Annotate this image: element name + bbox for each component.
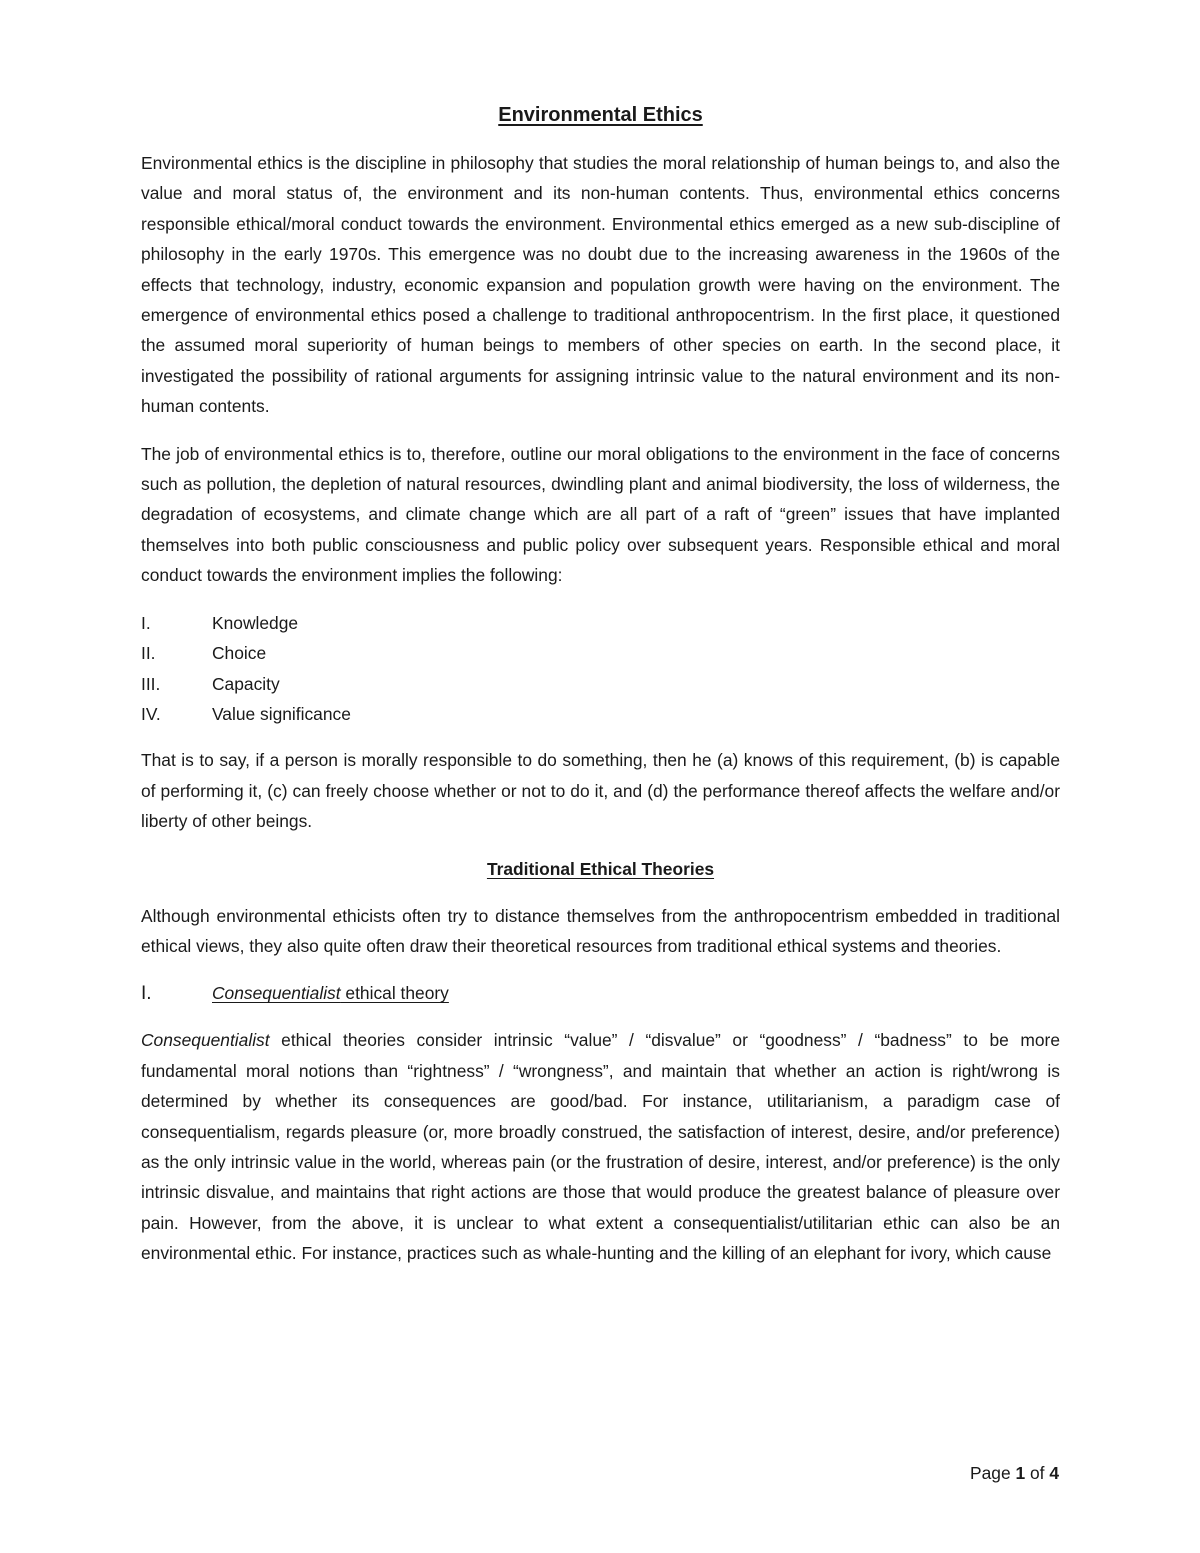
list-item-number: IV.: [141, 703, 161, 724]
list-item: [141, 699, 1060, 729]
paragraph-responsibility: That is to say, if a person is morally responsible to do something, then he (a) knows of this requirement, (b) is capable of performing it, (c) can freely choose whether or not to do it, and (d) the performance thereof affects the welfare and/or liberty of other beings.: [141, 750, 1060, 832]
theory-heading-rest: ethical theory: [340, 983, 449, 1004]
footer-page-current: 1: [1015, 1463, 1026, 1483]
list-item-text: Capacity: [212, 673, 280, 694]
list-item-number: III.: [141, 673, 161, 694]
page-number-footer: [970, 1460, 1059, 1486]
theory-heading-italic: Consequentialist: [212, 983, 341, 1004]
document-title: Environmental Ethics: [498, 104, 703, 126]
requirements-list: [141, 608, 1060, 730]
list-item-text: Value significance: [212, 703, 351, 724]
paragraph-consequentialist-italic: Consequentialist: [141, 1030, 270, 1051]
paragraph-intro: Environmental ethics is the discipline in philosophy that studies the moral relationship of human beings to, and also the value and moral status of, the environment and its non-human contents. Thus, environmental ethics concerns responsible ethical/moral conduct towards the environment. Environmental ethics emerged as a new sub-discipline of philosophy in the early 1970s. This emergence was no doubt due to the increasing awareness in the 1960s of the effects that technology, industry, economic expansion and population growth were having on the environment. The emergence of environmental ethics posed a challenge to traditional anthropocentrism. In the first place, it questioned the assumed moral superiority of human beings to members of other species on earth. In the second place, it investigated the possibility of rational arguments for assigning intrinsic value to the natural environment and its non-human contents.: [141, 153, 1060, 417]
list-item-text: Knowledge: [212, 612, 299, 633]
document-body: [141, 100, 1060, 1286]
list-item-number: II.: [141, 643, 156, 664]
theory-heading-text: [212, 983, 449, 1003]
footer-of-word: of: [1025, 1463, 1050, 1483]
list-item-number: I.: [141, 612, 151, 633]
list-item: [141, 608, 1060, 638]
paragraph-job: The job of environmental ethics is to, therefore, outline our moral obligations to the environment in the face of concerns such as pollution, the depletion of natural resources, dwindling plant and animal biodiversity, the loss of wilderness, the degradation of ecosystems, and climate change which are all part of a raft of “green” issues that have implanted themselves into both public consciousness and public policy over subsequent years. Responsible ethical and moral conduct towards the environment implies the following:: [141, 443, 1060, 586]
list-item: [141, 669, 1060, 699]
list-item: [141, 638, 1060, 668]
theory-heading-consequentialist: [141, 978, 1060, 1009]
list-item-text: Choice: [212, 643, 267, 664]
footer-page-word: Page: [970, 1463, 1016, 1483]
paragraph-traditional: Although environmental ethicists often try to distance themselves from the anthropocentrism embedded in traditional ethical views, they also quite often draw their theoretical resources from traditional ethical systems and theories.: [141, 905, 1060, 956]
paragraph-consequentialist-text: ethical theories consider intrinsic “value” / “disvalue” or “goodness” / “badness” to be more fundamental moral notions than “rightness” / “wrongness”, and maintain that whether an action is right/wrong is determined by whether its consequences are good/bad. For instance, utilitarianism, a paradigm case of consequentialism, regards pleasure (or, more broadly construed, the satisfaction of interest, desire, and/or preference) as the only intrinsic value in the world, whereas pain (or the frustration of desire, interest, and/or preference) is the only intrinsic disvalue, and maintains that right actions are those that would produce the greatest balance of pleasure over pain. However, from the above, it is unclear to what extent a consequentialist/utilitarian ethic can also be an environmental ethic. For instance, practices such as whale-hunting and the killing of an elephant for ivory, which cause: [141, 1030, 1060, 1264]
theory-heading-number: I.: [141, 983, 152, 1005]
section-heading-traditional-theories: Traditional Ethical Theories: [486, 858, 715, 879]
footer-page-total: 4: [1049, 1463, 1059, 1483]
paragraph-consequentialist: [141, 1025, 1060, 1268]
